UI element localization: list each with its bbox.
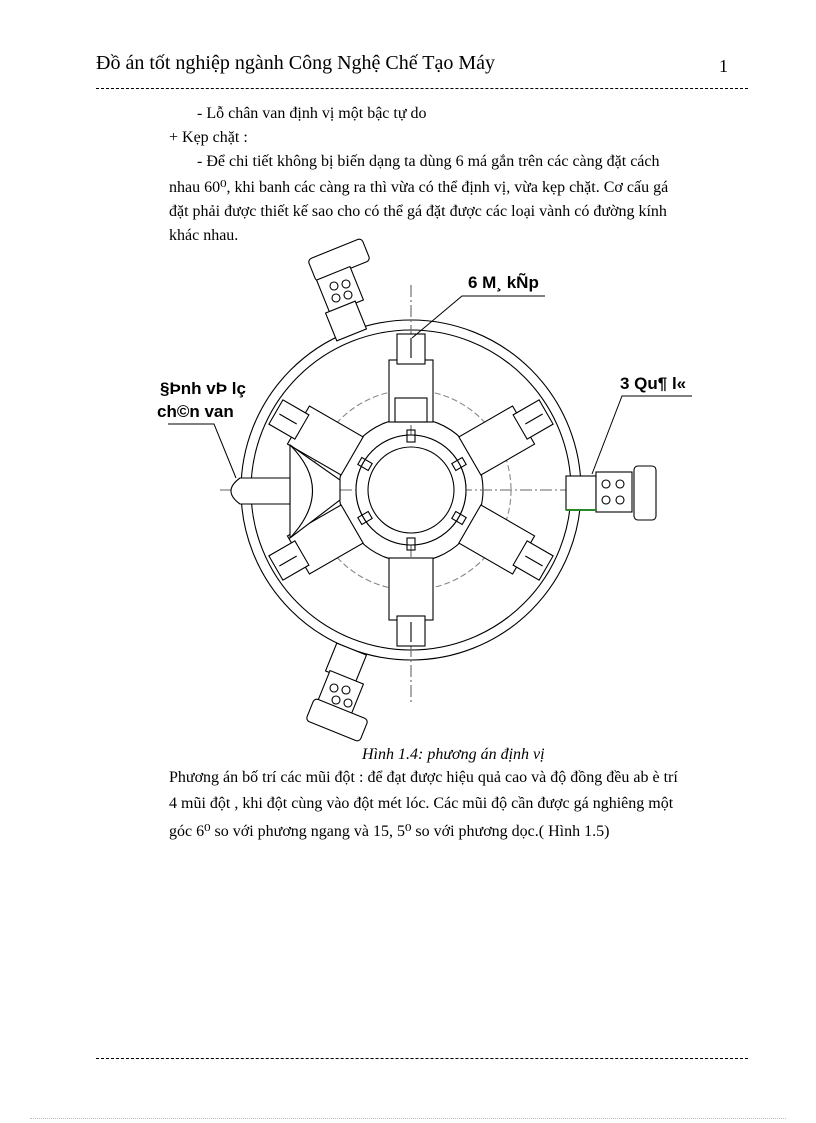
text-line-punch-1: Phương án bố trí các mũi đột : để đạt được hiệu quả cao và độ đồng đều ab è trí xyxy=(169,769,678,786)
leader-rollers xyxy=(592,396,692,474)
text-line-jaws-2: nhau 60⁰, khi banh các càng ra thì vừa có thể định vị, vừa kẹp chặt. Cơ cấu gá xyxy=(169,179,669,196)
arm-jaw xyxy=(389,558,433,646)
page-header-title: Đồ án tốt nghiệp ngành Công Nghệ Chế Tạo Máy xyxy=(96,52,496,74)
label-valve-locator-line2: ch©n van xyxy=(157,402,234,421)
text-line-jaws-1: - Để chi tiết không bị biến dạng ta dùng 6 má gắn trên các càng đặt cách xyxy=(197,153,660,170)
leader-locator xyxy=(168,424,236,478)
text-line-positioning-pin: - Lỗ chân van định vị một bậc tự do xyxy=(197,105,427,122)
roller-top xyxy=(308,238,371,341)
text-line-punch-2: 4 mũi đột , khi đột cùng vào đột mét lóc. Các mũi độ cần được gá nghiêng một xyxy=(169,795,674,812)
page-edge xyxy=(30,1118,786,1119)
text-line-clamping-heading: + Kẹp chặt : xyxy=(169,129,248,146)
arm-jaw xyxy=(459,393,557,475)
label-valve-locator-line1: §Þnh vÞ lç xyxy=(160,379,246,398)
text-line-punch-3: góc 6⁰ so với phương ngang và 15, 5⁰ so với phương dọc.( Hình 1.5) xyxy=(169,823,610,840)
arm-jaw xyxy=(459,505,557,587)
label-rollers: 3 Qu¶ l« xyxy=(620,374,687,393)
text-line-jaws-3: đặt phải được thiết kế sao cho có thể gá đặt được các loại vành có đường kính xyxy=(169,203,667,220)
arm-jaw xyxy=(389,334,433,422)
text-line-jaws-4: khác nhau. xyxy=(169,227,239,244)
roller-bottom xyxy=(306,643,369,742)
label-jaws: 6 M¸ kÑp xyxy=(468,273,539,292)
page-number: 1 xyxy=(719,56,728,76)
footer-rule xyxy=(96,1058,748,1059)
figure-caption: Hình 1.4: phương án định vị xyxy=(362,746,545,763)
